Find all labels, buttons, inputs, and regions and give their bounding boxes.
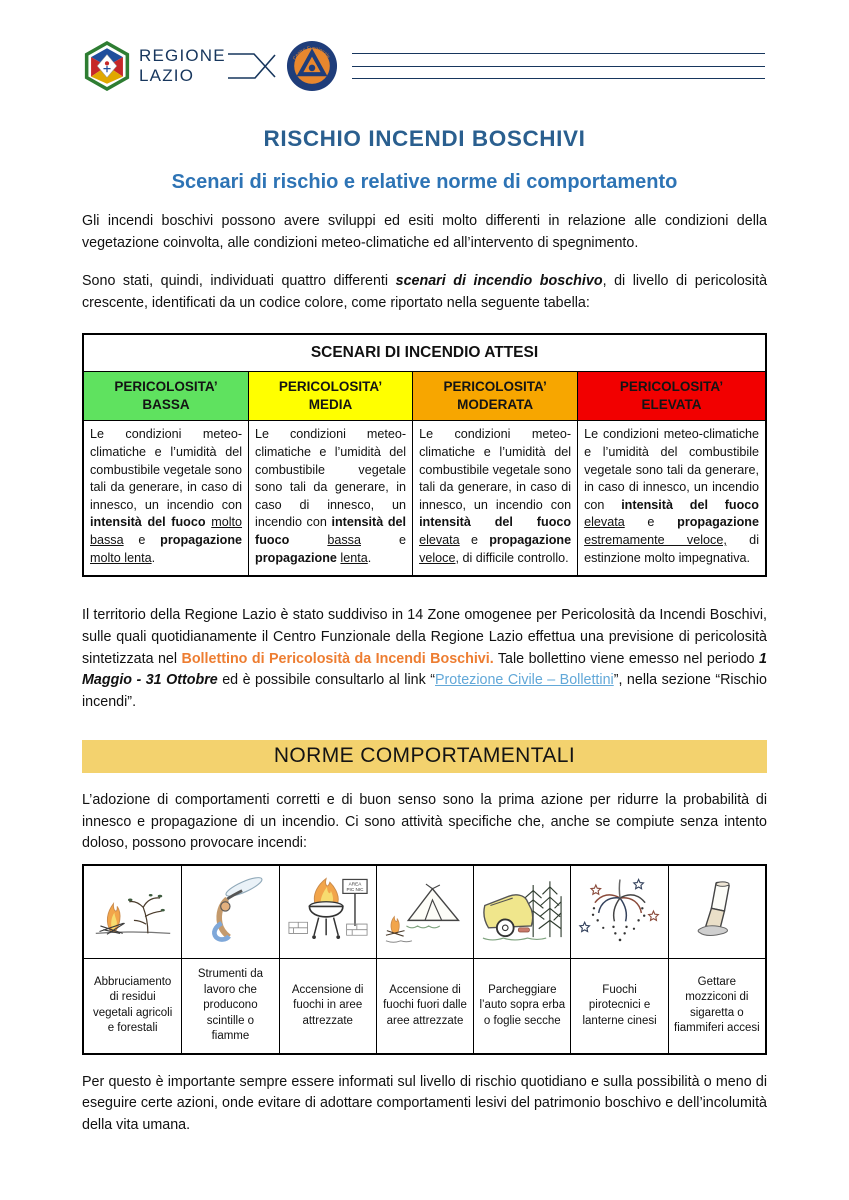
norme-intro-paragraph: L’adozione di comportamenti corretti e di buon senso sono la prima azione per ridurre la probabilità di innesco e propagazione di un incendio. Ci sono attività specifiche che, anche se compiute senza intento doloso, possono provocare incendi: xyxy=(82,791,767,852)
scenari-description-moderata: Le condizioni meteo-climatiche e l’umidità del combustibile vegetale sono tali da generare, in caso di innesco, un incendio con intensità del fuoco elevata e propagazione veloce, di difficile controllo. xyxy=(412,420,577,575)
page-subtitle: Scenari di rischio e relative norme di comportamento xyxy=(171,171,678,193)
car-parked-on-grass-icon xyxy=(477,872,567,952)
regione-lazio-logo xyxy=(84,41,130,91)
scenari-description-bassa: Le condizioni meteo-climatiche e l’umidità del combustibile vegetale sono tali da generare, in caso di innesco, un incendio con intensità del fuoco molto bassa e propagazione molto lenta. xyxy=(84,420,248,575)
scenari-header-moderata-line2: MODERATA xyxy=(457,397,534,413)
norme-icon-cell-6 xyxy=(570,866,667,959)
norme-banner: NORME COMPORTAMENTALI xyxy=(82,740,767,773)
scenari-header-elevata-line2: ELEVATA xyxy=(641,397,702,413)
norme-icon-cell-4 xyxy=(376,866,473,959)
bollettino-text-b: ”, nella sezione “Rischio incendi”. xyxy=(82,672,767,711)
page-title: RISCHIO INCENDI BOSCHIVI xyxy=(263,126,586,151)
norme-caption-5: Parcheggiare l’auto sopra erba o foglie secche xyxy=(473,959,570,1053)
document-header xyxy=(0,0,849,92)
scenari-header-bassa-line1: PERICOLOSITA’ xyxy=(114,378,218,394)
scenari-header-media-line2: MEDIA xyxy=(308,397,353,413)
fireworks-lanterns-icon xyxy=(575,872,665,952)
chevron-decoration-icon xyxy=(228,45,278,87)
norme-icon-cell-1 xyxy=(84,866,181,959)
intro-paragraph: Gli incendi boschivi possono avere sviluppi ed esiti molto differenti in relazione alle condizioni della vegetazione coinvolta, alle condizioni meteo-climatiche ed all’intervento di spegnimento. xyxy=(82,213,767,251)
centro-funzionale-logo xyxy=(286,40,338,92)
scenari-intro-paragraph: Sono stati, quindi, individuati quattro differenti scenari di incendio boschivo, di livello di pericolosità crescente, identificati da un codice colore, come riportato nella seguente tabella: xyxy=(82,273,768,312)
scenari-header-bassa-line2: BASSA xyxy=(142,397,190,413)
scenari-description-media: Le condizioni meteo-climatiche e l’umidità del combustibile vegetale sono tali da generare, in caso di innesco, un incendio con intensità del fuoco bassa e propagazione lenta. xyxy=(248,420,412,575)
scenari-header-moderata xyxy=(412,371,577,420)
campfire-outside-areas-icon xyxy=(380,872,470,952)
scenari-header-media xyxy=(248,371,412,420)
cigarette-butt-icon xyxy=(672,872,762,952)
norme-table xyxy=(82,864,767,1055)
header-rule-2 xyxy=(352,66,765,67)
norme-caption-2: Strumenti da lavoro che producono scintille o fiamme xyxy=(181,959,278,1053)
scenari-header-elevata-line1: PERICOLOSITA’ xyxy=(619,378,724,394)
norme-caption-1: Abbruciamento di residui vegetali agricoli e forestali xyxy=(93,975,173,1035)
norme-icon-cell-3 xyxy=(279,866,376,959)
regione-logo-line2: LAZIO xyxy=(139,66,195,85)
scenari-header-elevata xyxy=(577,371,765,420)
norme-caption-7: Gettare mozziconi di sigaretta o fiammiferi accesi xyxy=(668,959,765,1053)
picnic-sign-line1: AREA xyxy=(348,881,362,887)
header-rules xyxy=(352,42,765,91)
burning-vegetal-residues-icon xyxy=(88,872,178,952)
norme-caption-6: Fuochi pirotecnici e lanterne cinesi xyxy=(570,959,667,1053)
scenari-header-media-line1: PERICOLOSITA’ xyxy=(278,378,383,394)
scenari-header-moderata-line1: PERICOLOSITA’ xyxy=(443,378,547,394)
work-tool-sparks-flames-icon xyxy=(185,872,275,952)
norme-icon-cell-7 xyxy=(668,866,765,959)
centro-ring-text: Centro Funzionale xyxy=(292,46,331,62)
norme-caption-4: Accensione di fuochi fuori dalle aree attrezzate xyxy=(376,959,473,1053)
regione-logo-line1: REGIONE xyxy=(139,45,226,65)
regione-logo-text xyxy=(139,46,226,86)
scenari-description-elevata: Le condizioni meteo-climatiche e l’umidità del combustibile vegetale sono tali da generare, in caso di innesco, un incendio con intensità del fuoco elevata e propagazione estremamente veloce, di estinzione molto impegnativa. xyxy=(577,420,765,575)
bollettino-text-a: Il territorio della Regione Lazio è stato suddiviso in 14 Zone omogenee per Pericolosità da Incendi Boschivi, sulle quali quotidianamente il Centro Funzionale della Regione Lazio effettua una previsione di pericolosità sintetizzata nel Bollettino di Pericolosità da Incendi Boschivi. Tale bollettino viene emesso nel periodo 1 Maggio - 31 Ottobre ed è possibile consultarlo al link “ xyxy=(82,607,767,689)
picnic-sign-line2: PIC NIC xyxy=(346,887,364,893)
closing-paragraph: Per questo è importante sempre essere informati sul livello di rischio quotidiano e sulla possibilità o meno di eseguire certe azioni, onde evitare di adottare comportamenti lesivi del patrimonio boschivo e dell’incolumità della vita umana. xyxy=(82,1073,767,1134)
header-rule-3 xyxy=(352,78,765,79)
norme-icon-cell-5 xyxy=(473,866,570,959)
norme-icon-cell-2 xyxy=(181,866,278,959)
norme-caption-3: Accensione di fuochi in aree attrezzate xyxy=(279,959,376,1053)
barbecue-equipped-area-icon xyxy=(283,872,373,952)
scenari-table-title: SCENARI DI INCENDIO ATTESI xyxy=(84,335,765,371)
header-rule-1 xyxy=(352,53,765,54)
bollettini-link[interactable]: Protezione Civile – Bollettini xyxy=(435,672,614,689)
bollettino-paragraph xyxy=(82,605,767,714)
scenari-header-bassa xyxy=(84,371,248,420)
scenari-table xyxy=(82,333,767,577)
